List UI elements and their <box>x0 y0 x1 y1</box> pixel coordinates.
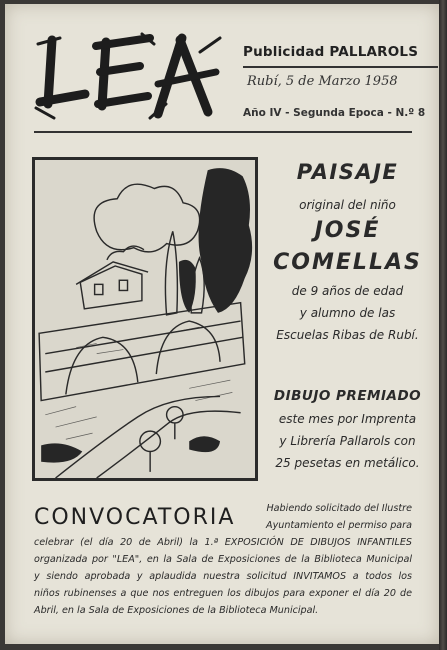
feature-line-original: original del niño <box>299 198 396 212</box>
convocatoria-line-6: niños rubinenses a que nos entreguen los dibujos para exponer el día 20 de <box>34 588 412 599</box>
prize-line-2: y Librería Pallarols con <box>279 434 416 448</box>
prize-line-1: este mes por Imprenta <box>278 412 417 426</box>
masthead-rule <box>34 131 412 133</box>
convocatoria-line-5: y siendo aprobada y aplaudida nuestra solicitud INVITAMOS a todos los <box>34 571 412 582</box>
feature-title: PAISAJE <box>296 160 399 184</box>
prize-title: DIBUJO PREMIADO <box>273 388 422 404</box>
convocatoria-line-3: celebrar (el día 20 de Abril) la 1.ª EXPOSICIÓN DE DIBUJOS INFANTILES <box>34 537 412 548</box>
prize-line-3: 25 pesetas en metálico. <box>275 456 420 470</box>
book-spine <box>439 0 447 650</box>
convocatoria-line-1: Habiendo solicitado del Ilustre <box>266 503 412 514</box>
feature-line-student: y alumno de las <box>299 306 396 320</box>
artist-first-name: JOSÉ <box>314 218 381 243</box>
publisher-label: Publicidad PALLAROLS <box>243 44 419 60</box>
convocatoria-line-4: organizada por "LEA", en la Sala de Exposiciones de la Biblioteca Municipal <box>34 554 412 565</box>
convocatoria-line-7: Abril, en la Sala de Exposiciones de la Biblioteca Municipal. <box>34 605 319 616</box>
dateline: Rubí, 5 de Marzo 1958 <box>247 74 398 89</box>
feature-line-age: de 9 años de edad <box>291 284 404 298</box>
lea-logo <box>30 32 225 122</box>
publisher-rule <box>243 66 438 68</box>
convocatoria-line-2: Ayuntamiento el permiso para <box>266 520 412 531</box>
artist-last-name: COMELLAS <box>273 250 422 275</box>
landscape-drawing <box>32 157 258 481</box>
feature-line-school: Escuelas Ribas de Rubí. <box>276 328 419 342</box>
issue-number: Año IV - Segunda Epoca - N.º 8 <box>243 107 426 119</box>
convocatoria-heading: CONVOCATORIA <box>34 505 236 530</box>
